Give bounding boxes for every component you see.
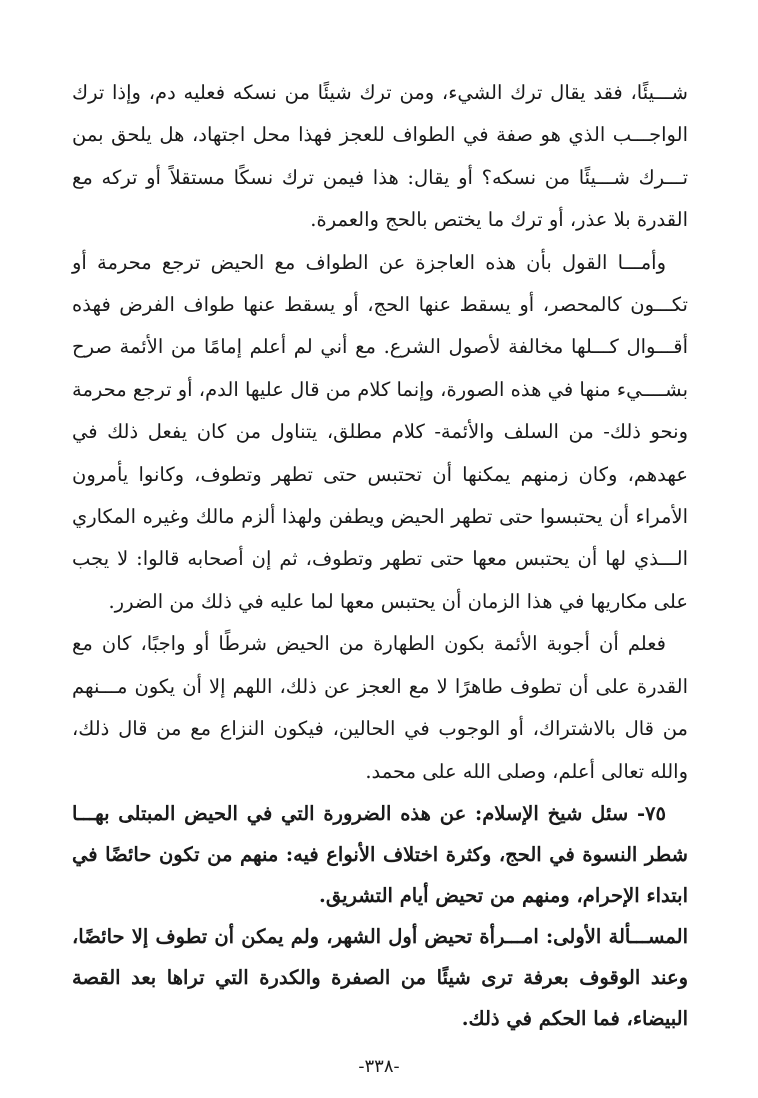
page-body [72, 72, 688, 1039]
paragraph-3: فعلم أن أجوبة الأئمة بكون الطهارة من الحيض شرطًا أو واجبًا، كان مع القدرة على أن تطوف طاهرًا لا مع العجز عن ذلك، اللهم إلا أن يكون مـــنهم من قال بالاشتراك، أو الوجوب في الحالين، فيكون النزاع مع من قال ذلك، والله تعالى أعلم، وصلى الله على محمد. [72, 632, 688, 783]
page-number: -٣٣٨- [358, 1056, 400, 1077]
paragraph-2: وأمـــا القول بأن هذه العاجزة عن الطواف مع الحيض ترجع محرمة أو تكـــون كالمحصر، أو يسقط عنها الحج، أو يسقط عنها طواف الفرض فهذه أقـــوال كـــلها مخالفة لأصول الشرع. مع أني لم أعلم إمامًا من الأئمة صرح بشــــيء منها في هذه الصورة، وإنما كلام من قال عليها الدم، أو ترجع محرمة ونحو ذلك- من السلف والأئمة- كلام مطلق، يتناول من كان يفعل ذلك في عهدهم، وكان زمنهم يمكنها أن تحتبس حتى تطهر وتطوف، وكانوا يأمرون الأمراء أن يحتبسوا حتى تطهر الحيض ويطفن ولهذا ألزم مالك وغيره المكاري الـــذي لها أن يحتبس معها حتى تطهر وتطوف، ثم إن أصحابه قالوا: لا يجب على مكاريها في هذا الزمان أن يحتبس معها لما عليه في ذلك من الضرر. [72, 250, 688, 613]
issue-1: المســـألة الأولى: امـــرأة تحيض أول الشهر، ولم يمكن أن تطوف إلا حائضًا، وعند الوقوف بعرفة ترى شيئًا من الصفرة والكدرة التي تراها بعد القصة البيضاء، فما الحكم في ذلك. [72, 924, 688, 1030]
paragraph-1: شـــيئًا، فقد يقال ترك الشيء، ومن ترك شيئًا من نسكه فعليه دم، وإذا ترك الواجـــب الذي هو صفة في الطواف للعجز فهذا محل اجتهاد، هل يلحق بمن تـــرك شـــيئًا من نسكه؟ أو يقال: هذا فيمن ترك نسكًا مستقلاً أو تركه مع القدرة بلا عذر، أو ترك ما يختص بالحج والعمرة. [72, 81, 688, 232]
question-75: ٧٥- سئل شيخ الإسلام: عن هذه الضرورة التي في الحيض المبتلى بهـــا شطر النسوة في الحج، وكثرة اختلاف الأنواع فيه: منهم من تكون حائضًا في ابتداء الإحرام، ومنهم من تحيض أيام التشريق. [72, 801, 688, 907]
